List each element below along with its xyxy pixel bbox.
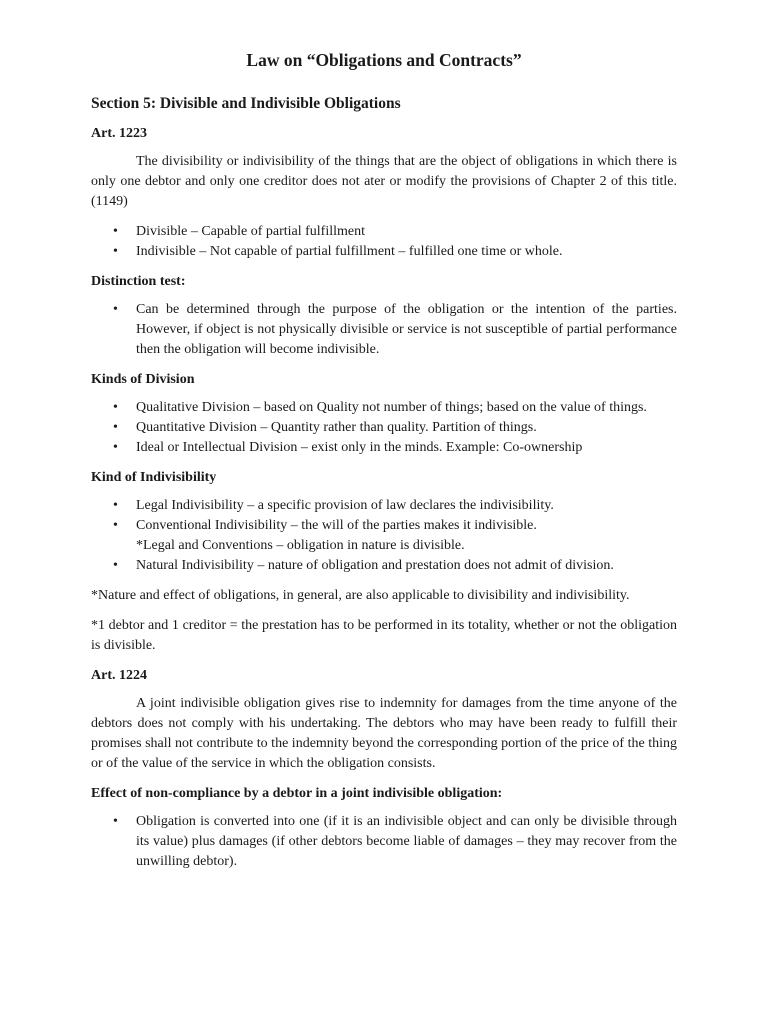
distinction-test-heading: Distinction test: bbox=[91, 274, 186, 289]
kind-of-indivisibility-list bbox=[91, 496, 677, 576]
document-title: Law on “Obligations and Contracts” bbox=[246, 50, 522, 70]
document-body bbox=[91, 93, 677, 882]
list-item: • Obligation is converted into one (if it is an indivisible object and can only be divisible through its value) plus damages (if other debtors become liable of damages – they may recover from the unwilling debtor). bbox=[113, 814, 677, 869]
distinction-list bbox=[91, 300, 677, 360]
bullet-icon: • bbox=[113, 302, 118, 317]
art-1223-text: The divisibility or indivisibility of the things that are the object of obligations in which there is only one debtor and only one creditor does not ater or modify the provisions of Chapter 2 of this title. (1149) bbox=[91, 154, 677, 209]
art-1223-heading: Art. 1223 bbox=[91, 126, 147, 141]
kinds-of-division-heading: Kinds of Division bbox=[91, 372, 195, 387]
art-1224-heading: Art. 1224 bbox=[91, 668, 147, 683]
bullet-icon: • bbox=[113, 400, 118, 415]
bullet-icon: • bbox=[113, 224, 118, 239]
note-one-debtor: *1 debtor and 1 creditor = the prestation has to be performed in its totality, whether or not the obligation is divisible. bbox=[91, 618, 677, 653]
art-1224-text: A joint indivisible obligation gives rise to indemnity for damages from the time anyone of the debtors does not comply with his undertaking. The debtors who may have been ready to fulfill their promises shall not contribute to the indemnity beyond the corresponding portion of the price of the thing or of the value of the service in which the obligation consists. bbox=[91, 696, 677, 771]
art-1223-list bbox=[91, 222, 677, 262]
list-item: • Indivisible – Not capable of partial fulfillment – fulfilled one time or whole. bbox=[91, 242, 677, 262]
bullet-icon: • bbox=[113, 244, 118, 259]
effect-heading: Effect of non-compliance by a debtor in a joint indivisible obligation: bbox=[91, 786, 503, 801]
list-item: • Ideal or Intellectual Division – exist only in the minds. Example: Co-ownership bbox=[91, 438, 677, 458]
list-item: • Quantitative Division – Quantity rather than quality. Partition of things. bbox=[91, 418, 677, 438]
kind-of-indivisibility-heading: Kind of Indivisibility bbox=[91, 470, 217, 485]
bullet-icon: • bbox=[113, 518, 118, 533]
list-item: • Qualitative Division – based on Quality not number of things; based on the value of things. bbox=[91, 398, 677, 418]
kinds-of-division-list bbox=[91, 398, 677, 458]
bullet-icon: • bbox=[113, 558, 118, 573]
list-item: • Can be determined through the purpose of the obligation or the intention of the parties. However, if object is not physically divisible or service is not susceptible of partial performance then the obligation will become indivisible. bbox=[113, 302, 677, 357]
bullet-icon: • bbox=[113, 814, 118, 829]
section-heading: Section 5: Divisible and Indivisible Obligations bbox=[91, 95, 401, 112]
bullet-icon: • bbox=[113, 420, 118, 435]
list-item: • Natural Indivisibility – nature of obligation and prestation does not admit of division. bbox=[91, 556, 677, 576]
note-nature-effect: *Nature and effect of obligations, in general, are also applicable to divisibility and indivisibility. bbox=[91, 588, 630, 603]
bullet-icon: • bbox=[113, 440, 118, 455]
list-item-note: *Legal and Conventions – obligation in nature is divisible. bbox=[136, 538, 465, 553]
list-item: • Legal Indivisibility – a specific provision of law declares the indivisibility. bbox=[91, 496, 677, 516]
list-item: • Divisible – Capable of partial fulfillment bbox=[91, 222, 677, 242]
bullet-icon: • bbox=[113, 498, 118, 513]
effect-list bbox=[91, 812, 677, 872]
list-item: • Conventional Indivisibility – the will of the parties makes it indivisible. bbox=[91, 516, 677, 536]
